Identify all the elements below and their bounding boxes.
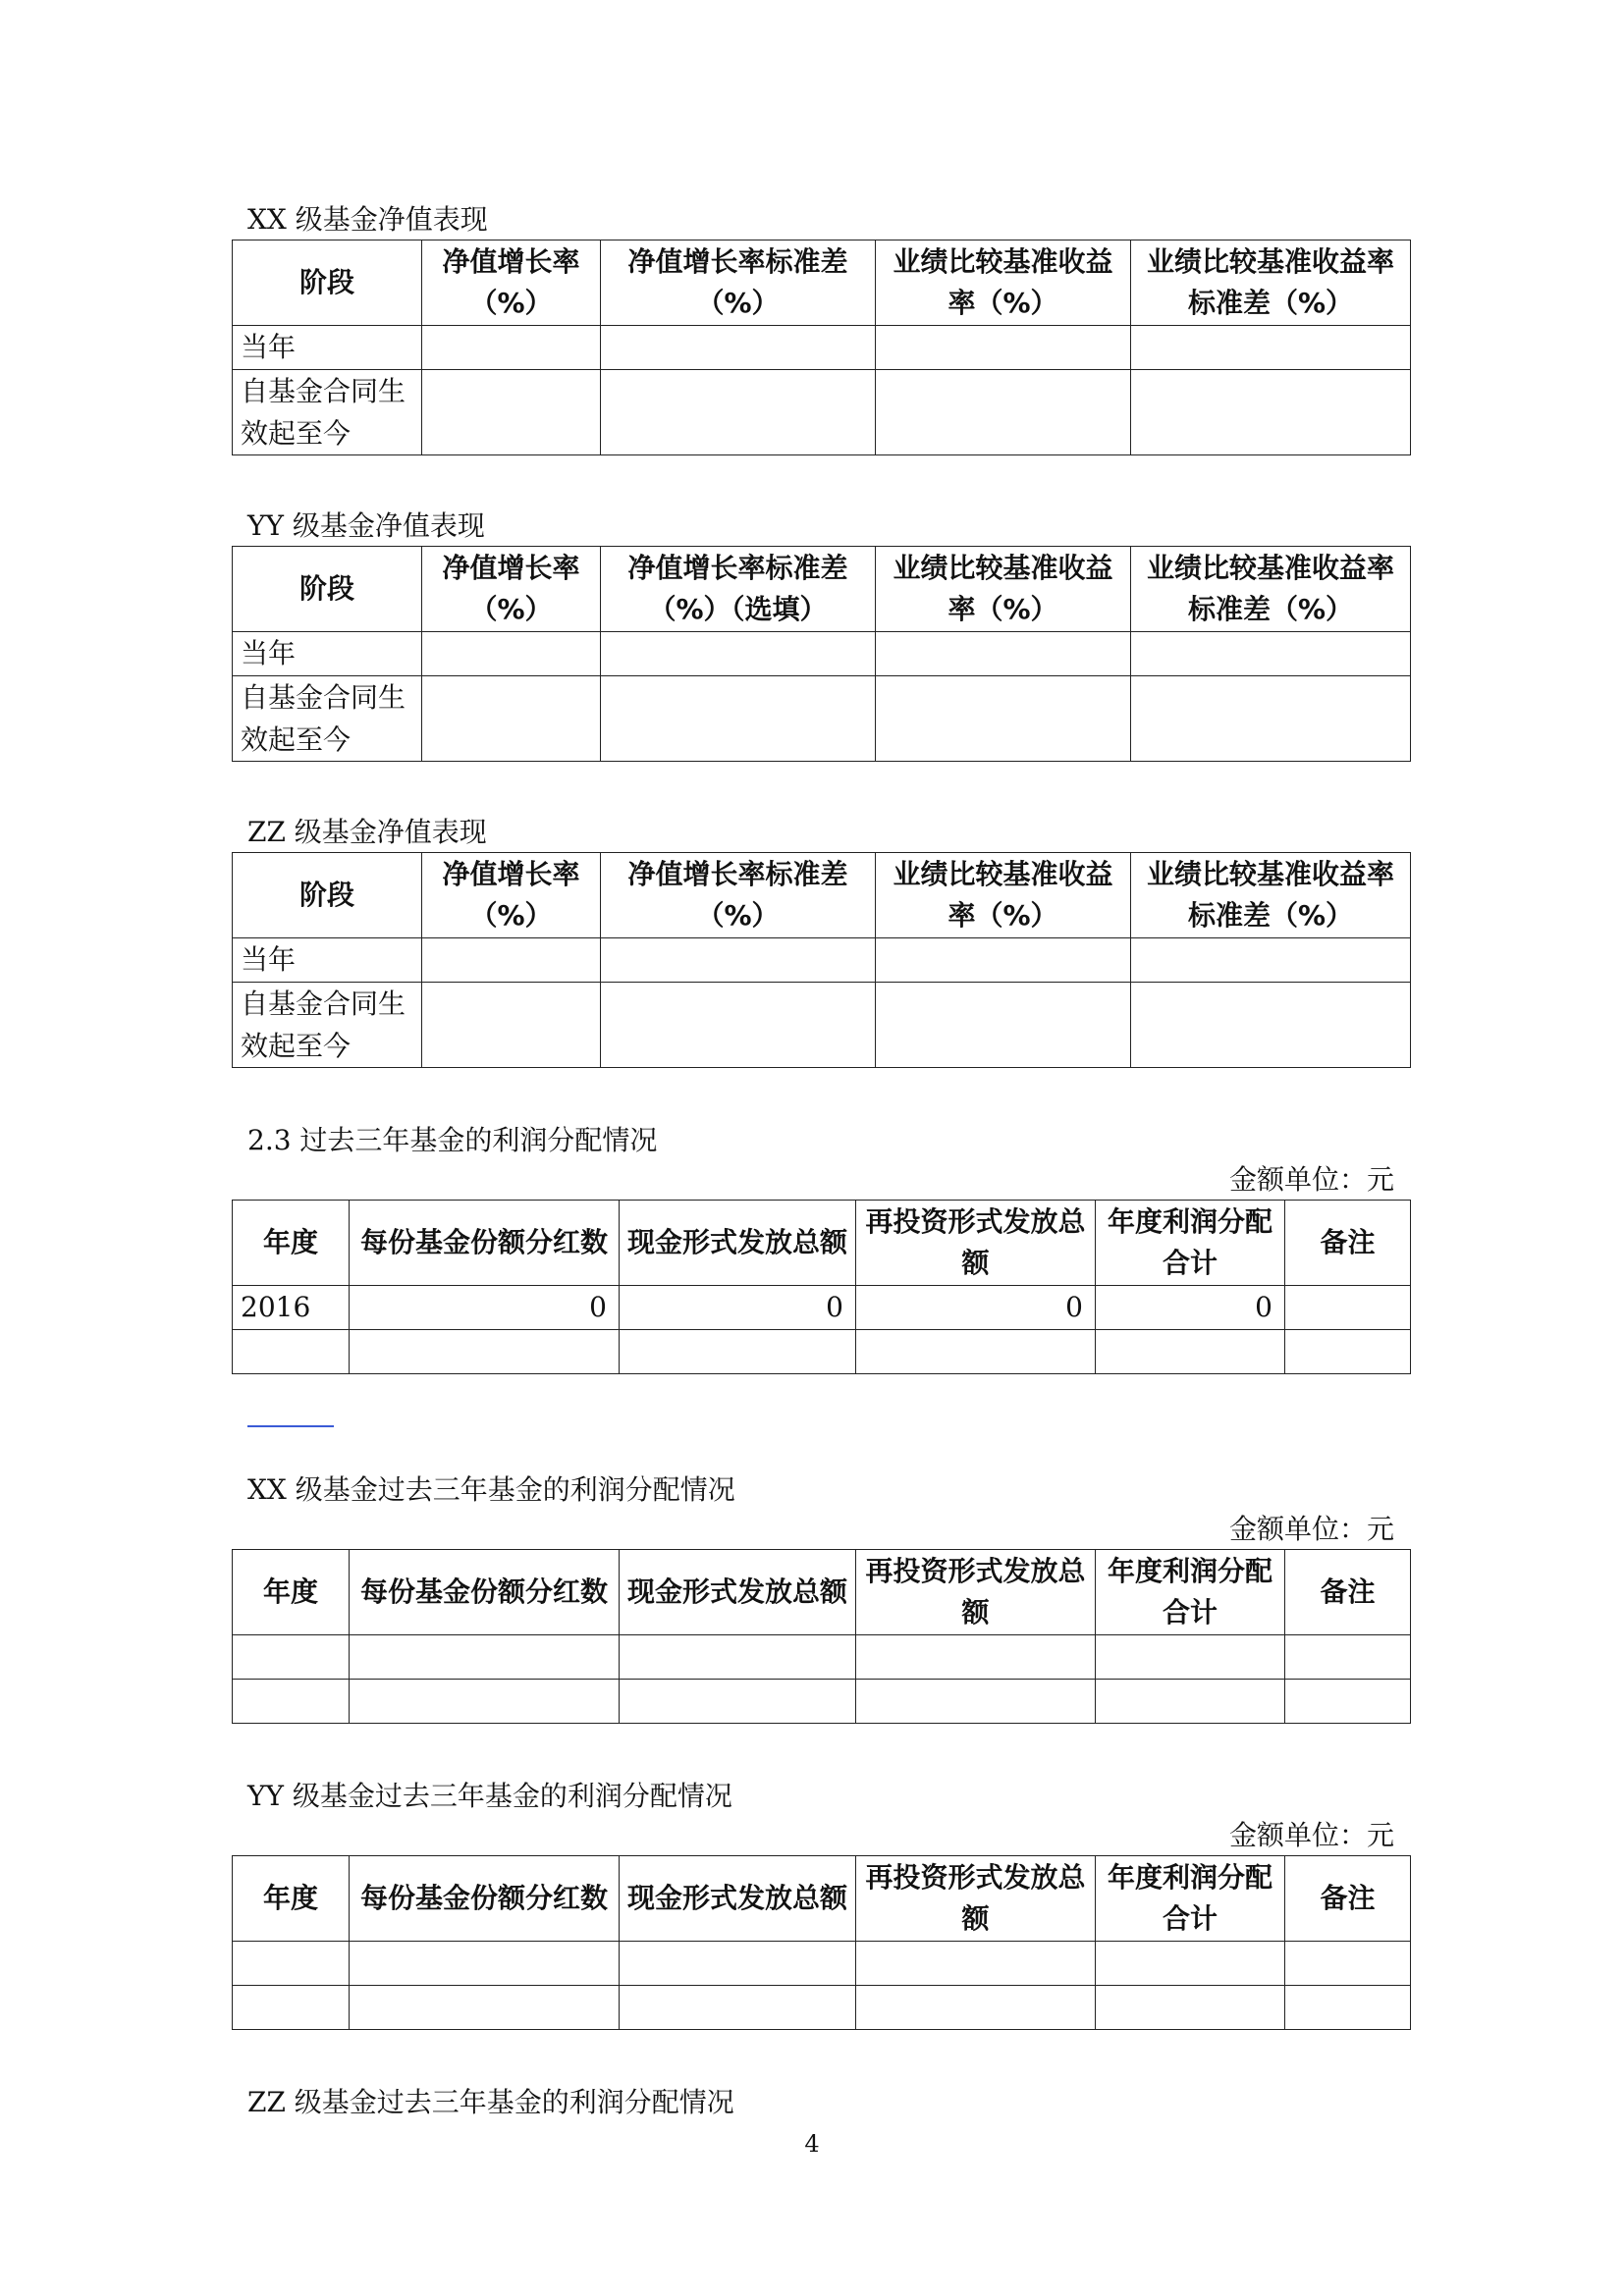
table-cell [856,1635,1096,1680]
table-header-row [233,853,1411,938]
header-nav-growth: 净值增长率（%） [422,240,601,326]
table-cell: 0 [856,1286,1096,1330]
yy-nav-section [232,507,1410,762]
table-cell [233,1680,350,1724]
table-cell [1131,632,1411,676]
header-benchmark-std: 业绩比较基准收益率标准差（%） [1131,547,1411,632]
zz-profit-caption: ZZ 级基金过去三年基金的利润分配情况 [247,2086,734,2118]
table-cell [856,1942,1096,1986]
table-cell [1131,326,1411,370]
header-year: 年度 [233,1856,350,1942]
header-nav-growth: 净值增长率（%） [422,853,601,938]
header-benchmark-std: 业绩比较基准收益率标准差（%） [1131,853,1411,938]
xx-nav-section [232,200,1410,455]
header-remarks: 备注 [1285,1201,1411,1286]
table-cell [876,632,1131,676]
table-cell [1096,1986,1285,2030]
yy-nav-caption: YY 级基金净值表现 [247,509,485,542]
header-stage: 阶段 [233,240,422,326]
yy-profit-table [232,1855,1411,2030]
xx-nav-table [232,240,1411,455]
header-dividend-per-share: 每份基金份额分红数 [350,1856,620,1942]
table-cell [1131,370,1411,455]
header-benchmark-return: 业绩比较基准收益率（%） [876,240,1131,326]
table-cell [876,370,1131,455]
xx-nav-caption: XX 级基金净值表现 [247,203,488,236]
table-cell [350,1942,620,1986]
table-cell [1131,938,1411,983]
table-cell [856,1986,1096,2030]
profit-distribution-table [232,1200,1411,1374]
header-remarks: 备注 [1285,1856,1411,1942]
table-cell [422,326,601,370]
table-cell [1285,1942,1411,1986]
table-row [233,326,1411,370]
table-cell [422,938,601,983]
header-remarks: 备注 [1285,1550,1411,1635]
zz-nav-section [232,813,1410,1068]
header-annual-total: 年度利润分配合计 [1096,1856,1285,1942]
table-row [233,370,1411,455]
table-header-row [233,1856,1411,1942]
stage-cell [233,370,422,455]
yy-profit-section [232,1777,1410,2030]
header-benchmark-std: 业绩比较基准收益率标准差（%） [1131,240,1411,326]
table-cell [876,938,1131,983]
table-cell [601,676,876,762]
table-cell [1285,1635,1411,1680]
stage-label: 自基金合同生效起至今 [241,681,406,756]
amount-unit-label: 金额单位：元 [1228,1513,1394,1545]
table-cell [1096,1635,1285,1680]
table-cell [601,938,876,983]
table-cell [601,983,876,1068]
table-row [233,676,1411,762]
year-cell: 2016 [233,1286,350,1330]
header-year: 年度 [233,1550,350,1635]
table-row [233,632,1411,676]
yy-nav-table [232,546,1411,762]
table-cell [1285,1680,1411,1724]
table-cell [620,1330,856,1374]
table-cell [601,632,876,676]
table-row [233,1286,1411,1330]
header-nav-growth-std: 净值增长率标准差（%）（选填） [601,547,876,632]
xx-profit-table [232,1549,1411,1724]
section-title: 2.3 过去三年基金的利润分配情况 [247,1124,658,1156]
header-annual-total: 年度利润分配合计 [1096,1201,1285,1286]
table-cell [876,983,1131,1068]
table-cell [350,1635,620,1680]
header-stage: 阶段 [233,547,422,632]
stage-cell: 当年 [233,938,422,983]
table-cell [601,326,876,370]
header-nav-growth-std: 净值增长率标准差（%） [601,853,876,938]
table-cell [876,676,1131,762]
stage-cell [233,676,422,762]
stage-cell: 当年 [233,326,422,370]
stage-label: 自基金合同生效起至今 [241,375,406,450]
stage-cell [233,983,422,1068]
table-cell [422,676,601,762]
table-cell [1096,1942,1285,1986]
header-dividend-per-share: 每份基金份额分红数 [350,1550,620,1635]
table-header-row [233,240,1411,326]
table-row [233,1635,1411,1680]
table-cell [1131,676,1411,762]
header-annual-total: 年度利润分配合计 [1096,1550,1285,1635]
header-reinvestment-distribution: 再投资形式发放总额 [856,1550,1096,1635]
table-header-row [233,1201,1411,1286]
table-cell [876,326,1131,370]
table-cell [350,1986,620,2030]
header-reinvestment-distribution: 再投资形式发放总额 [856,1856,1096,1942]
year-cell [233,1330,350,1374]
amount-unit-label: 金额单位：元 [1228,1163,1394,1196]
header-dividend-per-share: 每份基金份额分红数 [350,1201,620,1286]
table-row [233,938,1411,983]
zz-profit-section [232,2083,1410,2122]
table-cell [620,1986,856,2030]
header-nav-growth-std: 净值增长率标准差（%） [601,240,876,326]
header-year: 年度 [233,1201,350,1286]
stage-label: 自基金合同生效起至今 [241,988,406,1062]
xx-profit-section [232,1470,1410,1724]
table-cell [422,370,601,455]
header-benchmark-return: 业绩比较基准收益率（%） [876,853,1131,938]
table-cell [233,1942,350,1986]
table-row [233,1986,1411,2030]
header-cash-distribution: 现金形式发放总额 [620,1550,856,1635]
zz-nav-table [232,852,1411,1068]
table-cell [233,1986,350,2030]
table-cell [1131,983,1411,1068]
table-cell [350,1680,620,1724]
header-stage: 阶段 [233,853,422,938]
yy-profit-caption: YY 级基金过去三年基金的利润分配情况 [247,1780,732,1812]
header-nav-growth: 净值增长率（%） [422,547,601,632]
table-cell: 0 [1096,1286,1285,1330]
table-cell: 0 [620,1286,856,1330]
table-header-row [233,1550,1411,1635]
table-cell [1285,1286,1411,1330]
table-cell [620,1942,856,1986]
table-cell [1096,1680,1285,1724]
header-benchmark-return: 业绩比较基准收益率（%） [876,547,1131,632]
table-cell [1096,1330,1285,1374]
table-row [233,1680,1411,1724]
profit-distribution-section [232,1121,1410,1374]
table-row [233,1942,1411,1986]
table-cell [422,632,601,676]
table-cell: 0 [350,1286,620,1330]
divider-link-line [247,1425,334,1427]
table-cell [1285,1986,1411,2030]
table-row [233,1330,1411,1374]
zz-nav-caption: ZZ 级基金净值表现 [247,816,487,848]
table-cell [1285,1330,1411,1374]
amount-unit-label: 金额单位：元 [1228,1819,1394,1851]
table-header-row [233,547,1411,632]
header-cash-distribution: 现金形式发放总额 [620,1856,856,1942]
table-cell [620,1635,856,1680]
table-cell [620,1680,856,1724]
table-row [233,983,1411,1068]
header-cash-distribution: 现金形式发放总额 [620,1201,856,1286]
table-cell [422,983,601,1068]
page-number: 4 [804,2130,820,2158]
table-cell [856,1330,1096,1374]
table-cell [350,1330,620,1374]
header-reinvestment-distribution: 再投资形式发放总额 [856,1201,1096,1286]
stage-cell: 当年 [233,632,422,676]
table-cell [856,1680,1096,1724]
table-cell [601,370,876,455]
xx-profit-caption: XX 级基金过去三年基金的利润分配情况 [247,1473,735,1506]
table-cell [233,1635,350,1680]
